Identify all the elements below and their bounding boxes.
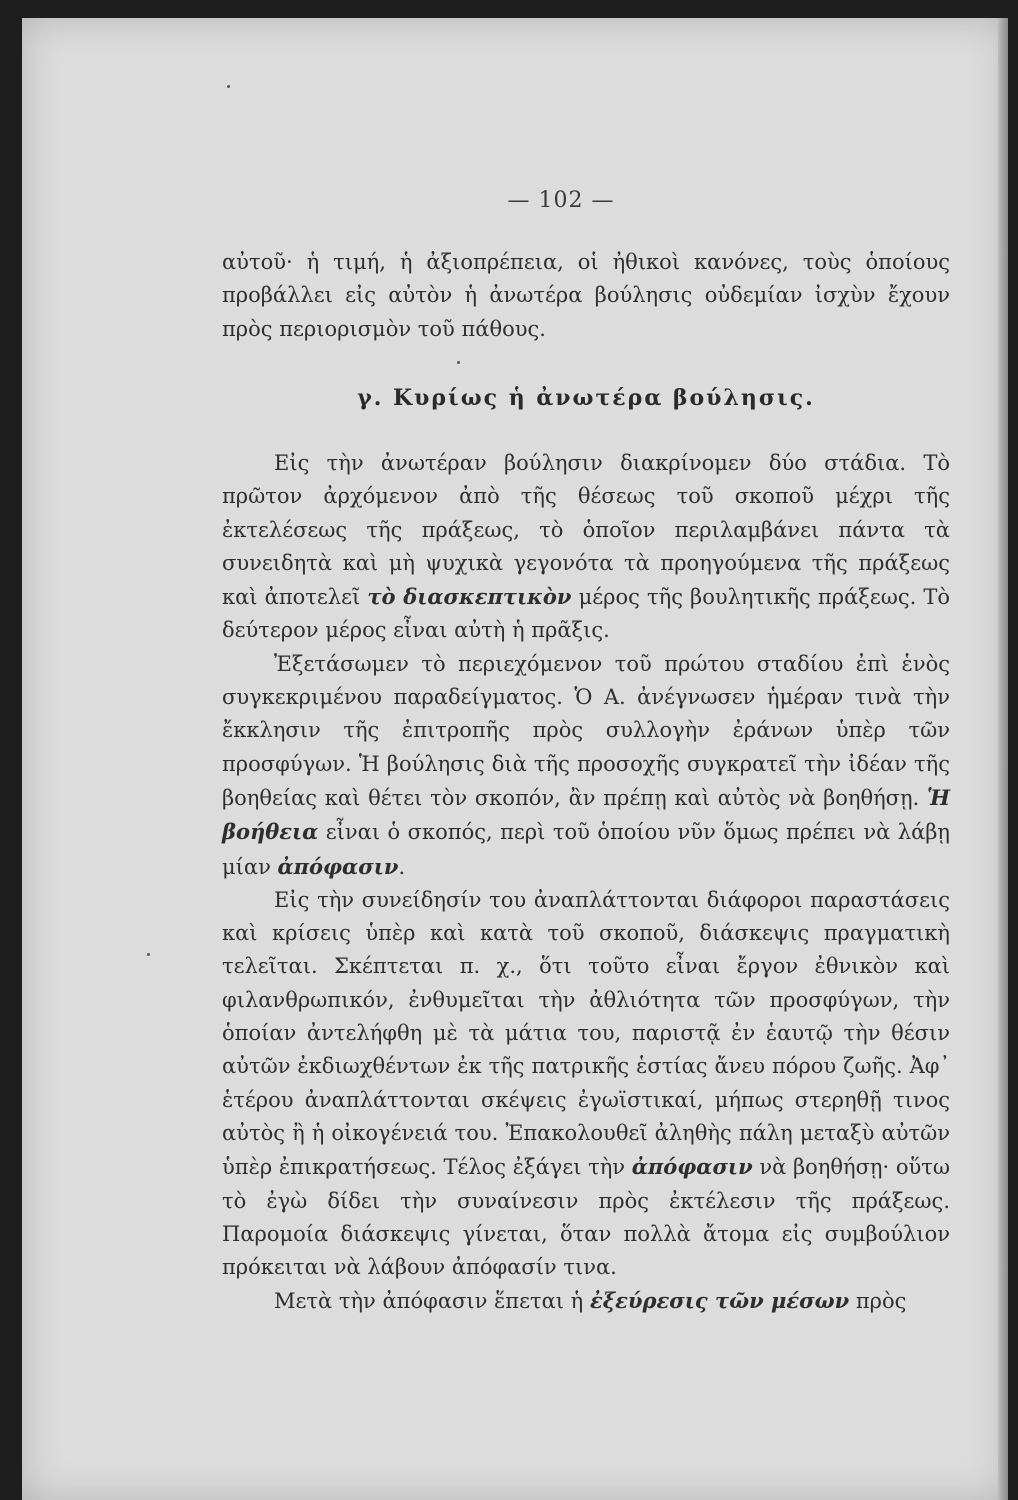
paragraph-text: αὐτοῦ· ἡ τιμή, ἡ ἀξιοπρέπεια, οἱ ἠθικοὶ κανόνες, τοὺς ὁποίους προβάλλει εἰς αὐτὸν ἡ ἀνωτέρα βούλησις οὐδεμίαν ἰσχὺν ἔχουν πρὸς περιορισμὸν τοῦ πάθους.	[222, 250, 950, 341]
paragraph-2	[222, 648, 950, 884]
paragraph-1	[222, 447, 950, 648]
paper-speck	[227, 85, 230, 88]
paper-speck	[147, 953, 150, 956]
emphasis-text: ἐξεύρεσις τῶν μέσων	[589, 1288, 850, 1314]
text-run: μέρος τῆς βουλητικῆς πράξεως. Τὸ δεύτερον μέρος εἶναι αὐτὴ ἡ πρᾶξις.	[222, 585, 951, 643]
paragraph-3	[222, 884, 950, 1285]
paragraph-4	[222, 1284, 950, 1318]
text-run: πρὸς	[849, 1289, 907, 1314]
section-heading: γ. Κυρίως ἡ ἀνωτέρα βούλησις.	[357, 385, 815, 411]
paper-speck	[457, 361, 460, 364]
text-run: εἶναι ὁ σκοπός, περὶ τοῦ ὁποίου νῦν ὅμως πρέπει νὰ λάβῃ μίαν	[222, 820, 950, 879]
page-edge-strip	[998, 18, 1008, 1500]
emphasis-text: ἀπόφασιν	[277, 853, 399, 879]
page-number: — 102 —	[507, 188, 615, 213]
text-run: Ἐξετάσωμεν τὸ περιεχόμενον τοῦ πρώτου σταδίου ἐπὶ ἑνὸς συγκεκριμένου παραδείγματος. Ὁ Α. ἀνέγνωσεν ἡμέραν τινὰ τὴν ἔκκλησιν τῆς ἐπιτροπῆς πρὸς συλλογὴν ἐράνων ὑπὲρ τῶν προσφύγων. Ἡ βούλησις διὰ τῆς προσοχῆς συγκρατεῖ τὴν ἰδέαν τῆς βοηθείας καὶ θέτει τὸν σκοπόν, ἂν πρέπῃ καὶ αὐτὸς νὰ βοηθήσῃ.	[222, 651, 950, 810]
text-run: νὰ βοηθήσῃ· οὕτω τὸ ἐγὼ δίδει τὴν συναίνεσιν πρὸς ἐκτέλεσιν τῆς πράξεως. Παρομοία διάσκεψις γίνεται, ὅταν πολλὰ ἄτομα εἰς συμβούλιον πρόκειται νὰ λάβουν ἀπόφασίν τινα.	[222, 1155, 950, 1280]
text-run: .	[398, 854, 406, 879]
emphasis-text: Ἡ βοήθεια	[222, 784, 950, 845]
text-run: Εἰς τὴν συνείδησίν του ἀναπλάττονται διάφοροι παραστάσεις καὶ κρίσεις ὑπὲρ καὶ κατὰ τοῦ σκοποῦ, διάσκεψις πραγματικὴ τελεῖται. Σκέπτεται π. χ., ὅτι τοῦτο εἶναι ἔργον ἐθνικὸν καὶ φιλανθρωπικόν, ἐνθυμεῖται τὴν ἀθλιότητα τῶν προσφύγων, τὴν ὁποίαν ἀντελήφθη μὲ τὰ μάτια του, παριστᾷ ἐν ἑαυτῷ τὴν θέσιν αὐτῶν ἐκδιωχθέντων ἐκ τῆς πατρικῆς ἑστίας ἄνευ πόρου ζωῆς. Ἀφ᾽ ἑτέρου ἀναπλάττονται σκέψεις ἐγωϊστικαί, μήπως στερηθῇ τινος αὐτὸς ἢ ἡ οἰκογένειά του. Ἐπακολουθεῖ ἀληθὴς πάλη μεταξὺ αὐτῶν ὑπὲρ ἐπικρατήσεως. Τέλος ἐξάγει τὴν	[222, 887, 950, 1180]
emphasis-text: τὸ διασκεπτικὸν	[367, 584, 572, 610]
text-run: Εἰς τὴν ἀνωτέραν βούλησιν διακρίνομεν δύο στάδια. Τὸ πρῶτον ἀρχόμενον ἀπὸ τῆς θέσεως τοῦ σκοποῦ μέχρι τῆς ἐκτελέσεως τῆς πράξεως, τὸ ὁποῖον περιλαμβάνει πάντα τὰ συνειδητὰ καὶ μὴ ψυχικὰ γεγονότα τὰ προηγούμενα τῆς πράξεως καὶ ἀποτελεῖ	[222, 451, 950, 610]
body-text	[222, 447, 950, 1319]
emphasis-text: ἀπόφασιν	[631, 1154, 753, 1180]
continuation-paragraph	[222, 246, 950, 346]
text-run: Μετὰ τὴν ἀπόφασιν ἕπεται ἡ	[274, 1289, 590, 1314]
